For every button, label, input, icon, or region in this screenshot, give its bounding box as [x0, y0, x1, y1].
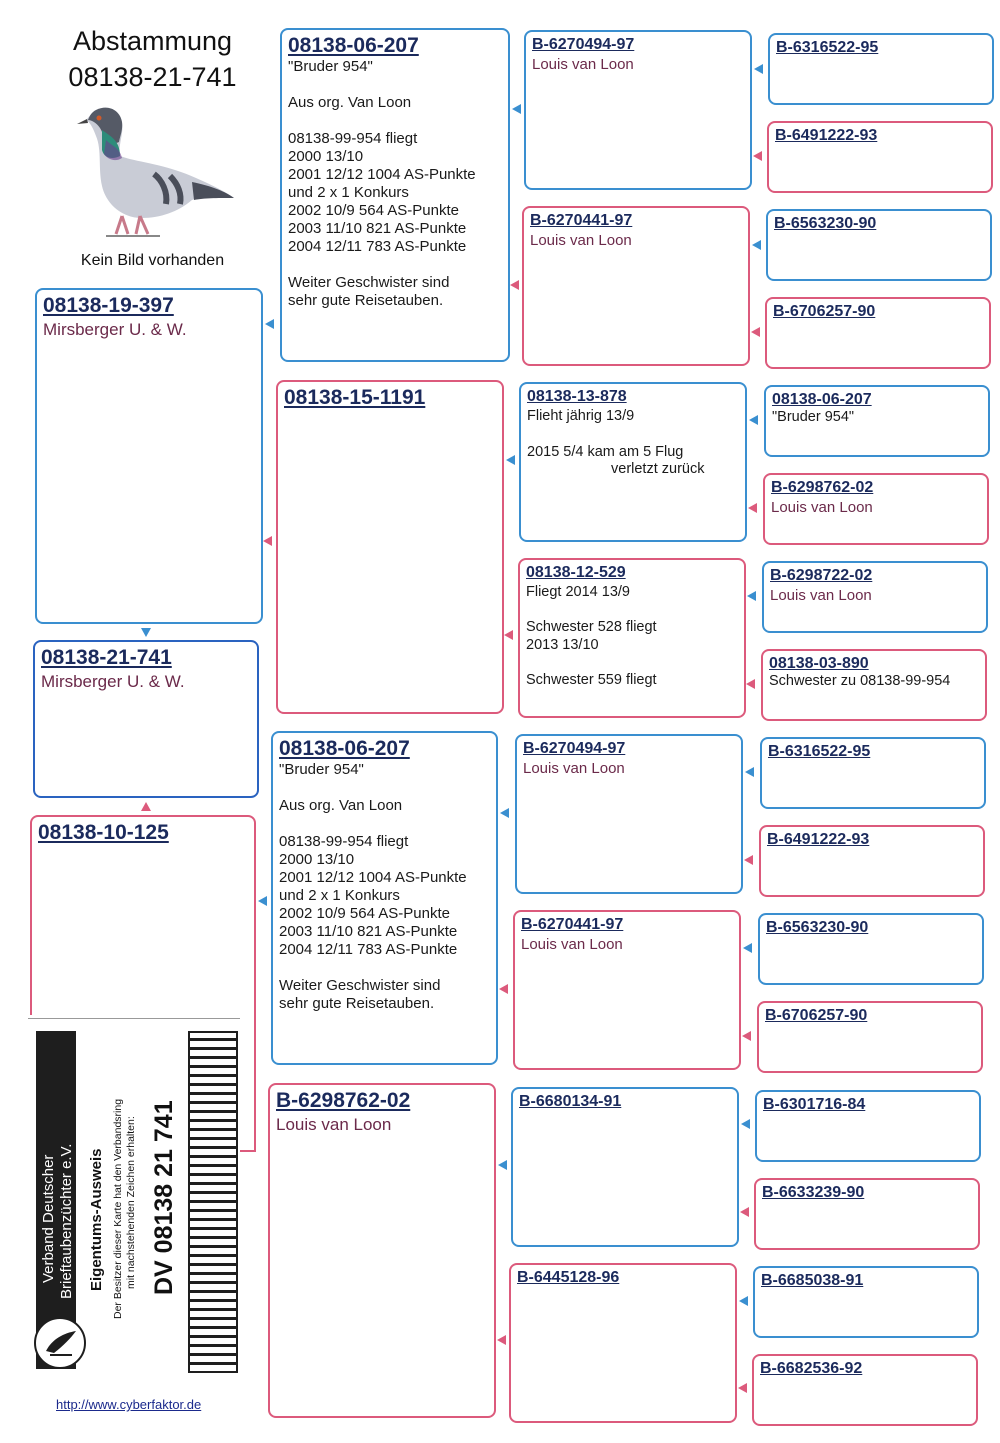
gen4-ring-3: B-6563230-90 — [774, 215, 877, 232]
gen3-ffm-ring: B-6270441-97 — [530, 212, 633, 229]
gen4-box-11[interactable] — [758, 913, 984, 985]
gen3-fmf-ring: 08138-13-878 — [527, 388, 627, 405]
arrow-fmf-to-fm — [506, 455, 515, 465]
arrow-g4-8 — [746, 679, 755, 689]
arrow-g4-7 — [747, 591, 756, 601]
arrow-ff-to-father — [265, 319, 274, 329]
pigeon-image — [66, 100, 238, 250]
gen3-fff-breeder: Louis van Loon — [532, 56, 634, 73]
arrow-g4-1 — [754, 64, 763, 74]
mother-box-edge — [254, 1010, 256, 1152]
arrow-mother-to-subject — [141, 802, 151, 811]
gen4-ring-2: B-6491222-93 — [775, 127, 878, 144]
subject-box[interactable] — [33, 640, 259, 798]
arrow-g4-3 — [752, 240, 761, 250]
gen2-fm-ring: 08138-15-1191 — [284, 386, 426, 409]
gen4-box-9[interactable] — [760, 737, 986, 809]
gen4-name-8: Schwester zu 08138-99-954 — [769, 673, 951, 689]
gen4-box-10[interactable] — [759, 825, 985, 897]
gen4-box-4[interactable] — [765, 297, 991, 369]
gen3-mfm-box[interactable] — [513, 910, 741, 1070]
gen3-fmm-notes: Fliegt 2014 13/9 Schwester 528 fliegt 2013 13/10 Schwester 559 fliegt — [526, 584, 657, 688]
gen4-box-5[interactable] — [764, 385, 990, 457]
gen3-fmm-ring: 08138-12-529 — [526, 564, 626, 581]
card-title: Eigentums-Ausweis — [88, 1148, 105, 1291]
arrow-g4-13 — [741, 1119, 750, 1129]
father-ring: 08138-19-397 — [43, 294, 174, 317]
gen3-mmf-box[interactable] — [511, 1087, 739, 1247]
gen2-mm-ring: B-6298762-02 — [276, 1089, 411, 1112]
gen2-ff-box[interactable] — [280, 28, 510, 362]
father-box[interactable] — [35, 288, 263, 624]
gen3-ffm-breeder: Louis van Loon — [530, 232, 632, 249]
card-text-1: Der Besitzer dieser Karte hat den Verbandsring — [112, 1098, 124, 1319]
gen2-mf-box[interactable] — [271, 731, 498, 1065]
gen4-ring-10: B-6491222-93 — [767, 831, 870, 848]
gen4-ring-1: B-6316522-95 — [776, 39, 879, 56]
arrow-g4-9 — [745, 767, 754, 777]
gen4-ring-7: B-6298722-02 — [770, 567, 873, 584]
gen2-mm-breeder: Louis van Loon — [276, 1115, 392, 1134]
gen3-mfm-ring: B-6270441-97 — [521, 916, 624, 933]
gen3-mmm-ring: B-6445128-96 — [517, 1269, 620, 1286]
subject-ring: 08138-21-741 — [41, 646, 172, 669]
arrow-g4-15 — [739, 1296, 748, 1306]
gen4-box-16[interactable] — [752, 1354, 978, 1426]
arrow-father-to-subject — [141, 628, 151, 637]
father-breeder: Mirsberger U. & W. — [43, 320, 187, 339]
gen4-ring-15: B-6685038-91 — [761, 1272, 864, 1289]
gen2-fm-box[interactable] — [276, 380, 504, 714]
gen3-fmf-line3: verletzt zurück — [611, 461, 705, 477]
gen4-ring-11: B-6563230-90 — [766, 919, 869, 936]
gen4-box-1[interactable] — [768, 33, 994, 105]
arrow-g4-2 — [753, 151, 762, 161]
subject-breeder: Mirsberger U. & W. — [41, 672, 185, 691]
gen3-mff-ring: B-6270494-97 — [523, 740, 626, 757]
gen3-fmf-line2: 2015 5/4 kam am 5 Flug — [527, 443, 684, 460]
card-org-line2: Brieftaubenzüchter e.V. — [58, 1143, 75, 1299]
arrow-fm-to-father — [263, 536, 272, 546]
gen4-ring-13: B-6301716-84 — [763, 1096, 866, 1113]
gen3-mff-breeder: Louis van Loon — [523, 760, 625, 777]
gen3-fff-ring: B-6270494-97 — [532, 36, 635, 53]
pedigree-title: Abstammung — [72, 26, 233, 56]
gen2-mf-ring: 08138-06-207 — [279, 737, 410, 760]
gen3-mmm-box[interactable] — [509, 1263, 737, 1423]
gen4-box-14[interactable] — [754, 1178, 980, 1250]
gen2-ff-ring: 08138-06-207 — [288, 34, 419, 57]
card-ring-number: DV 08138 21 741 — [150, 1100, 178, 1295]
arrow-fff-to-ff — [512, 104, 521, 114]
gen4-ring-6: B-6298762-02 — [771, 479, 874, 496]
gen2-ff-name: "Bruder 954" — [288, 58, 373, 75]
ownership-card — [28, 1018, 240, 1381]
gen3-fmm-box[interactable] — [518, 558, 746, 718]
arrow-g4-6 — [748, 503, 757, 513]
card-logo — [32, 1315, 88, 1371]
arrow-g4-12 — [742, 1031, 751, 1041]
gen4-name-5: "Bruder 954" — [772, 409, 855, 425]
arrow-g4-4 — [751, 327, 760, 337]
card-text-2: mit nachstehenden Zeichen erhalten: — [125, 1116, 137, 1289]
arrow-g4-10 — [744, 855, 753, 865]
gen3-mmf-ring: B-6680134-91 — [519, 1093, 622, 1110]
gen4-ring-5: 08138-06-207 — [772, 391, 872, 408]
gen4-box-12[interactable] — [757, 1001, 983, 1073]
mother-box-edge-bottom — [238, 1150, 256, 1152]
gen3-fmf-line1: Flieht jährig 13/9 — [527, 408, 635, 424]
gen2-ff-notes: Aus org. Van Loon 08138-99-954 fliegt 2000 13/10 2001 12/12 1004 AS-Punkte und 2 x 1 Konkurs 2002 10/9 564 AS-Punkte 2003 11/10 821 AS-Punkte 2004 12/11 783 AS-Punkte Weiter Geschwister sind sehr gute Reisetauben. — [288, 94, 476, 309]
mother-box[interactable] — [30, 815, 256, 1015]
gen4-ring-16: B-6682536-92 — [760, 1360, 863, 1377]
gen4-name-6: Louis van Loon — [771, 499, 873, 516]
arrow-g4-16 — [738, 1383, 747, 1393]
card-decorative-border — [188, 1031, 238, 1373]
arrow-mfm-to-mf — [499, 984, 508, 994]
gen4-ring-14: B-6633239-90 — [762, 1184, 865, 1201]
gen3-ffm-box[interactable] — [522, 206, 750, 366]
arrow-ffm-to-ff — [510, 280, 519, 290]
gen2-mf-notes: Aus org. Van Loon 08138-99-954 fliegt 2000 13/10 2001 12/12 1004 AS-Punkte und 2 x 1 Konkurs 2002 10/9 564 AS-Punkte 2003 11/10 821 AS-Punkte 2004 12/11 783 AS-Punkte Weiter Geschwister sind sehr gute Reisetauben. — [279, 797, 467, 1012]
gen4-box-8[interactable] — [761, 649, 987, 721]
arrow-mf-to-mother — [258, 896, 267, 906]
gen4-box-3[interactable] — [766, 209, 992, 281]
arrow-g4-5 — [749, 415, 758, 425]
gen3-fmf-box[interactable] — [519, 382, 747, 542]
mother-ring: 08138-10-125 — [38, 821, 169, 844]
gen4-box-15[interactable] — [753, 1266, 979, 1338]
gen4-name-7: Louis van Loon — [770, 587, 872, 604]
gen3-fff-box[interactable] — [524, 30, 752, 190]
arrow-mmm-to-mm — [497, 1335, 506, 1345]
gen4-box-7[interactable] — [762, 561, 988, 633]
arrow-fmm-to-fm — [504, 630, 513, 640]
arrow-mmf-to-mm — [498, 1160, 507, 1170]
gen3-mfm-breeder: Louis van Loon — [521, 936, 623, 953]
gen4-ring-4: B-6706257-90 — [773, 303, 876, 320]
gen4-ring-12: B-6706257-90 — [765, 1007, 868, 1024]
gen3-mff-box[interactable] — [515, 734, 743, 894]
gen2-mm-box[interactable] — [268, 1083, 496, 1418]
arrow-g4-11 — [743, 943, 752, 953]
arrow-mff-to-mf — [500, 808, 509, 818]
gen4-box-13[interactable] — [755, 1090, 981, 1162]
gen2-mf-name: "Bruder 954" — [279, 761, 364, 778]
website-link[interactable]: http://www.cyberfaktor.de — [56, 1397, 202, 1412]
gen4-ring-9: B-6316522-95 — [768, 743, 871, 760]
no-image-caption: Kein Bild vorhanden — [80, 252, 225, 269]
gen4-ring-8: 08138-03-890 — [769, 655, 869, 672]
arrow-g4-14 — [740, 1207, 749, 1217]
gen4-box-2[interactable] — [767, 121, 993, 193]
subject-ring-title: 08138-21-741 — [68, 62, 237, 92]
card-org-line1: Verband Deutscher — [40, 1154, 57, 1283]
gen4-box-6[interactable] — [763, 473, 989, 545]
